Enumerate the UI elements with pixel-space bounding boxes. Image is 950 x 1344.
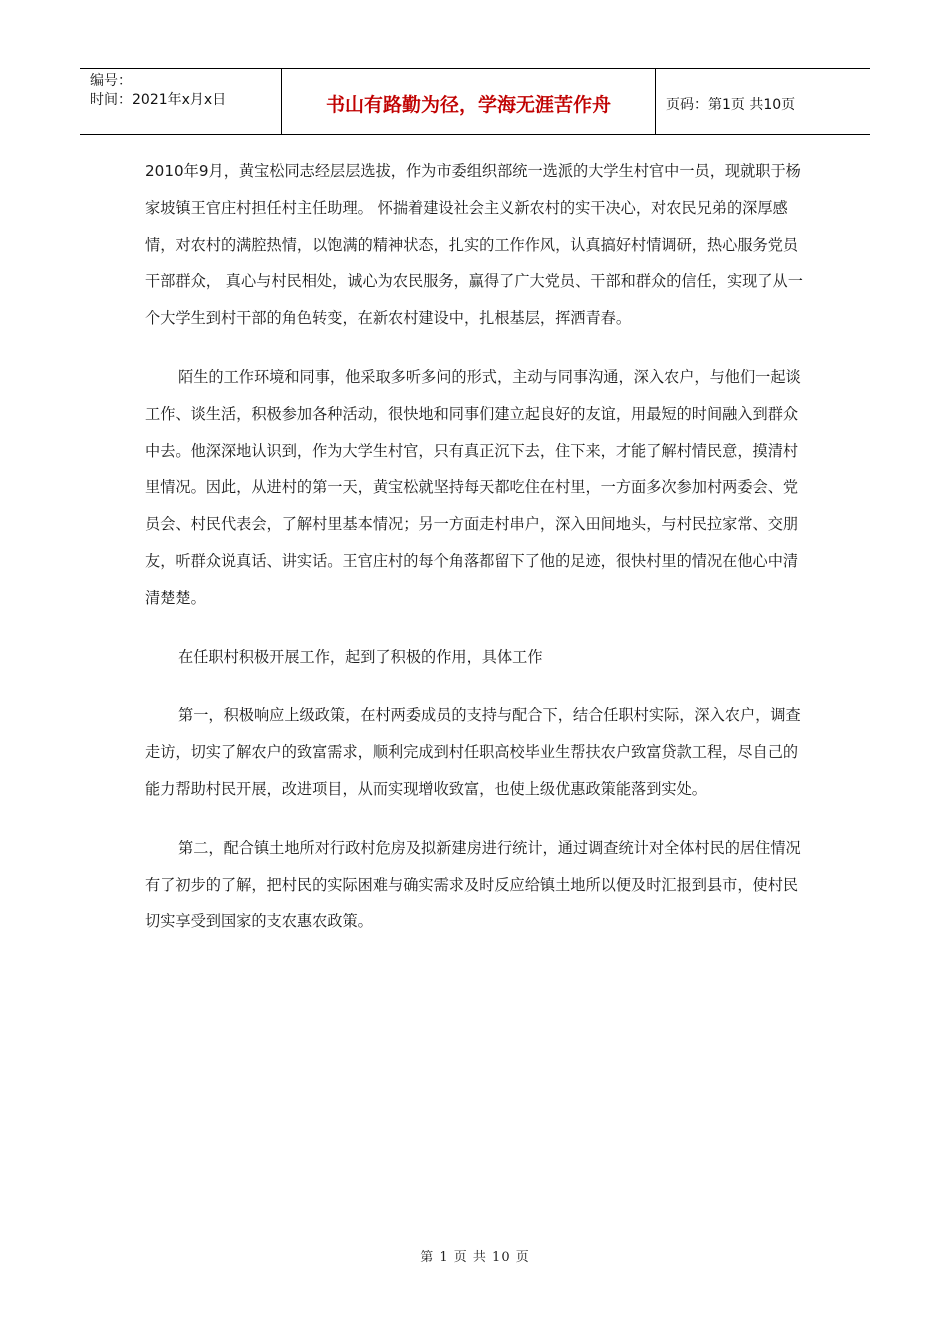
document-header	[80, 68, 870, 135]
page-footer: 第 1 页 共 10 页	[420, 1250, 530, 1265]
header-meta	[80, 69, 282, 134]
paragraph-integration: 陌生的工作环境和同事，他采取多听多问的形式，主动与同事沟通，深入农户，与他们一起谈工作、谈生活，积极参加各种活动，很快地和同事们建立起良好的友谊，用最短的时间融入到群众中去。他深深地认识到，作为大学生村官，只有真正沉下去，住下来，才能了解村情民意，摸清村里情况。因此，从进村的第一天，黄宝松就坚持每天都吃住在村里，一方面多次参加村两委会、党员会、村民代表会，了解村里基本情况；另一方面走村串户，深入田间地头，与村民拉家常、交朋友，听群众说真话、讲实话。王官庄村的每个角落都留下了他的足迹，很快村里的情况在他心中清清楚楚。	[145, 367, 801, 607]
date-label: 时间：2021年x月x日	[90, 92, 227, 108]
paragraph-second-item: 第二，配合镇土地所对行政村危房及拟新建房进行统计，通过调查统计对全体村民的居住情况有了初步的了解，把村民的实际困难与确实需求及时反应给镇土地所以便及时汇报到县市，使村民切实享受到国家的支农惠农政策。	[145, 838, 801, 931]
serial-number-label: 编号：	[90, 73, 132, 89]
header-motto: 书山有路勤为径，学海无涯苦作舟	[282, 69, 656, 134]
paragraph-first-item: 第一，积极响应上级政策，在村两委成员的支持与配合下，结合任职村实际，深入农户，调查走访，切实了解农户的致富需求，顺利完成到村任职高校毕业生帮扶农户致富贷款工程，尽自己的能力帮助村民开展，改进项目，从而实现增收致富，也使上级优惠政策能落到实处。	[145, 706, 801, 798]
header-page-info: 页码：第1页 共10页	[666, 96, 796, 113]
paragraph-work-heading: 在任职村积极开展工作，起到了积极的作用，具体工作	[178, 647, 543, 666]
document-body	[145, 153, 810, 940]
paragraph-intro: 2010年9月，黄宝松同志经层层选拔，作为市委组织部统一选派的大学生村官中一员，现就职于杨家坡镇王官庄村担任村主任助理。 怀揣着建设社会主义新农村的实干决心，对农民兄弟的深厚感情，对农村的满腔热情，以饱满的精神状态，扎实的工作作风，认真搞好村情调研，热心服务党员干部群众， 真心与村民相处，诚心为农民服务，赢得了广大党员、干部和群众的信任，实现了从一个大学生到村干部的角色转变，在新农村建设中，扎根基层，挥洒青春。	[145, 162, 803, 328]
